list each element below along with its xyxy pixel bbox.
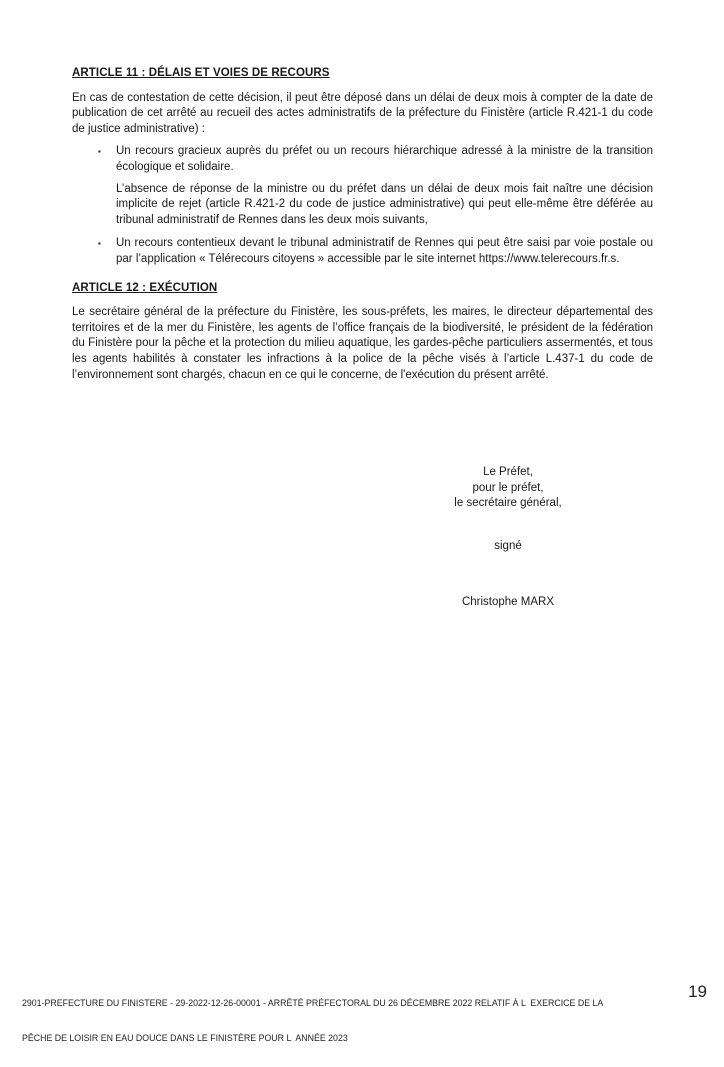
article-11-intro-paragraph: En cas de contestation de cette décision, il peut être déposé dans un délai de deux mois à compter de la date de publication de cet arrêté au recueil des actes administratifs de la préfecture du Finistère (article R.421-1 du code de justice administrative) : xyxy=(72,91,653,135)
article-11-heading: ARTICLE 11 : DÉLAIS ET VOIES DE RECOURS xyxy=(72,67,330,79)
list-item xyxy=(72,144,653,175)
signature-title-line: pour le préfet, xyxy=(472,481,544,494)
page-number: 19 xyxy=(688,982,707,1001)
square-bullet-icon: ▪ xyxy=(98,239,101,249)
footer-line: PÊCHE DE LOISIR EN EAU DOUCE DANS LE FINISTÈRE POUR L ANNÉE 2023 xyxy=(22,1032,348,1043)
raa-footer xyxy=(22,975,662,1067)
recourse-bullet-list xyxy=(72,144,653,267)
bullet-text: Un recours gracieux auprès du préfet ou un recours hiérarchique adressé à la ministre de la transition écologique et solidaire. xyxy=(116,145,653,173)
signature-block xyxy=(385,465,631,611)
square-bullet-icon: ▪ xyxy=(98,147,101,157)
document-body xyxy=(72,66,653,390)
list-item xyxy=(72,236,653,267)
footer-line: 2901-PREFECTURE DU FINISTERE - 29-2022-12-26-00001 - ARRÊTÉ PRÉFECTORAL DU 26 DÉCEMBRE 2022 RELATIF À L EXERCICE DE LA xyxy=(22,998,604,1008)
signature-signed-label: signé xyxy=(494,539,522,552)
signatory-name: Christophe MARX xyxy=(461,596,555,609)
article-12-heading: ARTICLE 12 : EXÉCUTION xyxy=(72,281,218,294)
bullet-text: Un recours contentieux devant le tribunal administratif de Rennes qui peut être saisi par voie postale ou par l’application « Télérecours citoyens » accessible par le site internet https://www.telerecours.fr.s. xyxy=(116,237,653,265)
signature-title-line: Le Préfet, xyxy=(483,466,533,478)
article-12-body-paragraph: Le secrétaire général de la préfecture du Finistère, les sous-préfets, les maires, le directeur départemental des territoires et de la mer du Finistère, les agents de l’office français de la biodiversité, le président de la fédération du Finistère pour la pêche et la protection du milieu aquatique, les gardes-pêche particuliers assermentés, et tous les agents habilités à constater les infractions à la police de la pêche visés à l’article L.437-1 du code de l’environnement sont chargés, chacun en ce qui le concerne, de l'exécution du présent arrêté. xyxy=(72,306,653,381)
signature-title-line: le secrétaire général, xyxy=(454,497,562,510)
bullet-sub-paragraph: L’absence de réponse de la ministre ou du préfet dans un délai de deux mois fait naître une décision implicite de rejet (article R.421-2 du code de justice administrative) qui peut elle-même être déférée au tribunal administratif de Rennes dans les deux mois suivants, xyxy=(116,182,653,226)
